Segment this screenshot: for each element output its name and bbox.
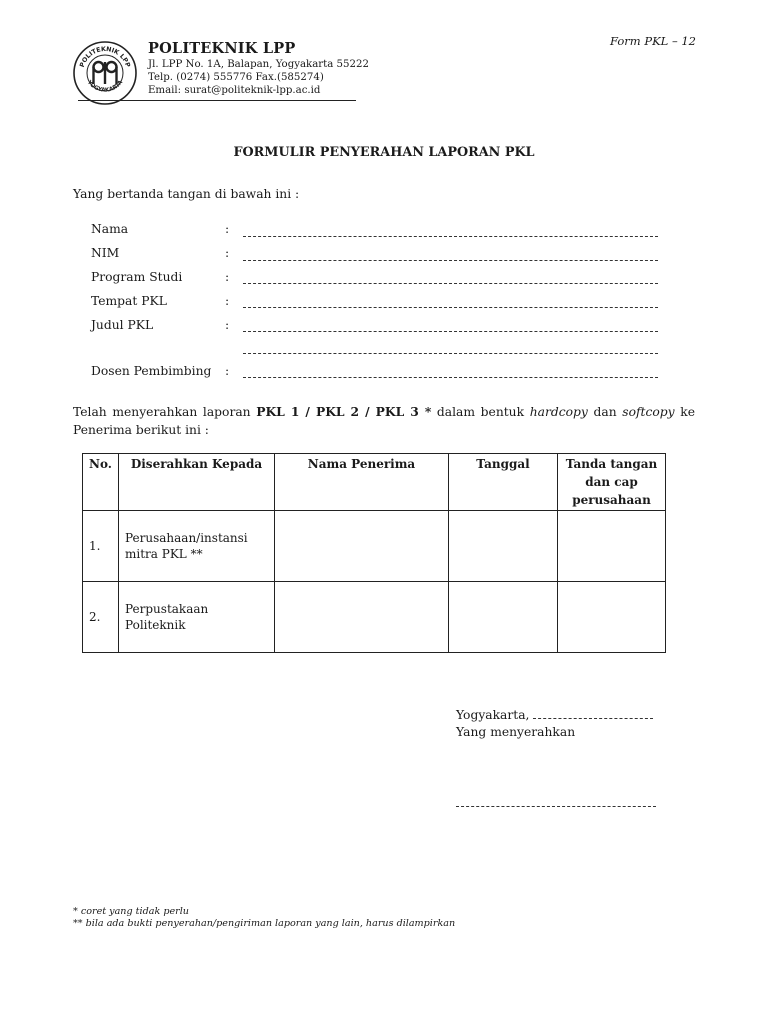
form-code: Form PKL – 12: [610, 34, 696, 48]
field-label-nim: NIM: [91, 246, 120, 260]
header-divider: [78, 100, 356, 101]
footnote-2: ** bila ada bukti penyerahan/pengiriman laporan yang lain, harus dilampirkan: [73, 918, 456, 929]
table-row: [83, 511, 666, 582]
field-colon: :: [225, 246, 230, 260]
field-label-dosen-pembimbing: Dosen Pembimbing: [91, 364, 212, 378]
institution-email: Email: surat@politeknik-lpp.ac.id: [148, 85, 321, 96]
signature-line[interactable]: [456, 806, 656, 807]
cell-tanda-tangan[interactable]: [558, 582, 666, 653]
field-blank-nama[interactable]: [243, 236, 658, 237]
field-colon: :: [225, 294, 230, 308]
logo-text-top: POLITEKNIK LPP: [78, 45, 132, 69]
document-title: FORMULIR PENYERAHAN LAPORAN PKL: [233, 145, 535, 160]
statement-text: Telah menyerahkan laporan PKL 1 / PKL 2 / PKL 3 * dalam bentuk hardcopy dan softcopy ke Penerima berikut ini :: [73, 404, 695, 437]
row-recipient-type: Perusahaan/instansi mitra PKL **: [119, 511, 275, 582]
signature-block: [456, 706, 653, 741]
institution-address: Jl. LPP No. 1A, Balapan, Yogyakarta 55222: [148, 59, 369, 70]
field-label-program-studi: Program Studi: [91, 270, 183, 284]
institution-name: POLITEKNIK LPP: [148, 40, 296, 57]
cell-nama-penerima[interactable]: [275, 511, 449, 582]
col-header-diserahkan: Diserahkan Kepada: [119, 454, 275, 511]
institution-phone: Telp. (0274) 555776 Fax.(585274): [148, 72, 324, 83]
field-blank-tempat-pkl[interactable]: [243, 307, 658, 308]
field-blank-nim[interactable]: [243, 260, 658, 261]
field-colon: :: [225, 270, 230, 284]
col-header-nama-penerima: Nama Penerima: [275, 454, 449, 511]
cell-nama-penerima[interactable]: [275, 582, 449, 653]
field-colon: :: [225, 364, 230, 378]
cell-tanggal[interactable]: [449, 511, 558, 582]
col-header-no: No.: [83, 454, 119, 511]
row-number: 2.: [83, 582, 119, 653]
row-recipient-type: Perpustakaan Politeknik: [119, 582, 275, 653]
field-colon: :: [225, 222, 230, 236]
cell-tanda-tangan[interactable]: [558, 511, 666, 582]
field-label-nama: Nama: [91, 222, 129, 236]
date-blank[interactable]: [533, 706, 653, 719]
row-number: 1.: [83, 511, 119, 582]
logo-text-bottom: YOGYAKARTA: [85, 79, 125, 94]
table-row: [83, 582, 666, 653]
signature-place-date: Yogyakarta,: [456, 706, 653, 724]
field-label-judul-pkl: Judul PKL: [91, 318, 154, 332]
field-label-tempat-pkl: Tempat PKL: [91, 294, 167, 308]
field-blank-judul-pkl[interactable]: [243, 331, 658, 332]
field-colon: :: [225, 318, 230, 332]
cell-tanggal[interactable]: [449, 582, 558, 653]
pkl-choice: PKL 1 / PKL 2 / PKL 3 *: [256, 404, 432, 419]
field-blank-judul-pkl-2[interactable]: [243, 353, 658, 354]
col-header-tanggal: Tanggal: [449, 454, 558, 511]
signature-role: Yang menyerahkan: [456, 725, 576, 739]
field-blank-dosen-pembimbing[interactable]: [243, 377, 658, 378]
intro-text: Yang bertanda tangan di bawah ini :: [73, 187, 300, 201]
institution-logo: [72, 40, 138, 106]
field-blank-program-studi[interactable]: [243, 283, 658, 284]
table-header-row: [83, 454, 666, 511]
footnote-1: * coret yang tidak perlu: [73, 906, 189, 917]
col-header-tanda-tangan: Tanda tangan dan cap perusahaan: [558, 454, 666, 511]
logo-emblem-mark: [94, 62, 117, 84]
receipt-table: [82, 453, 666, 653]
